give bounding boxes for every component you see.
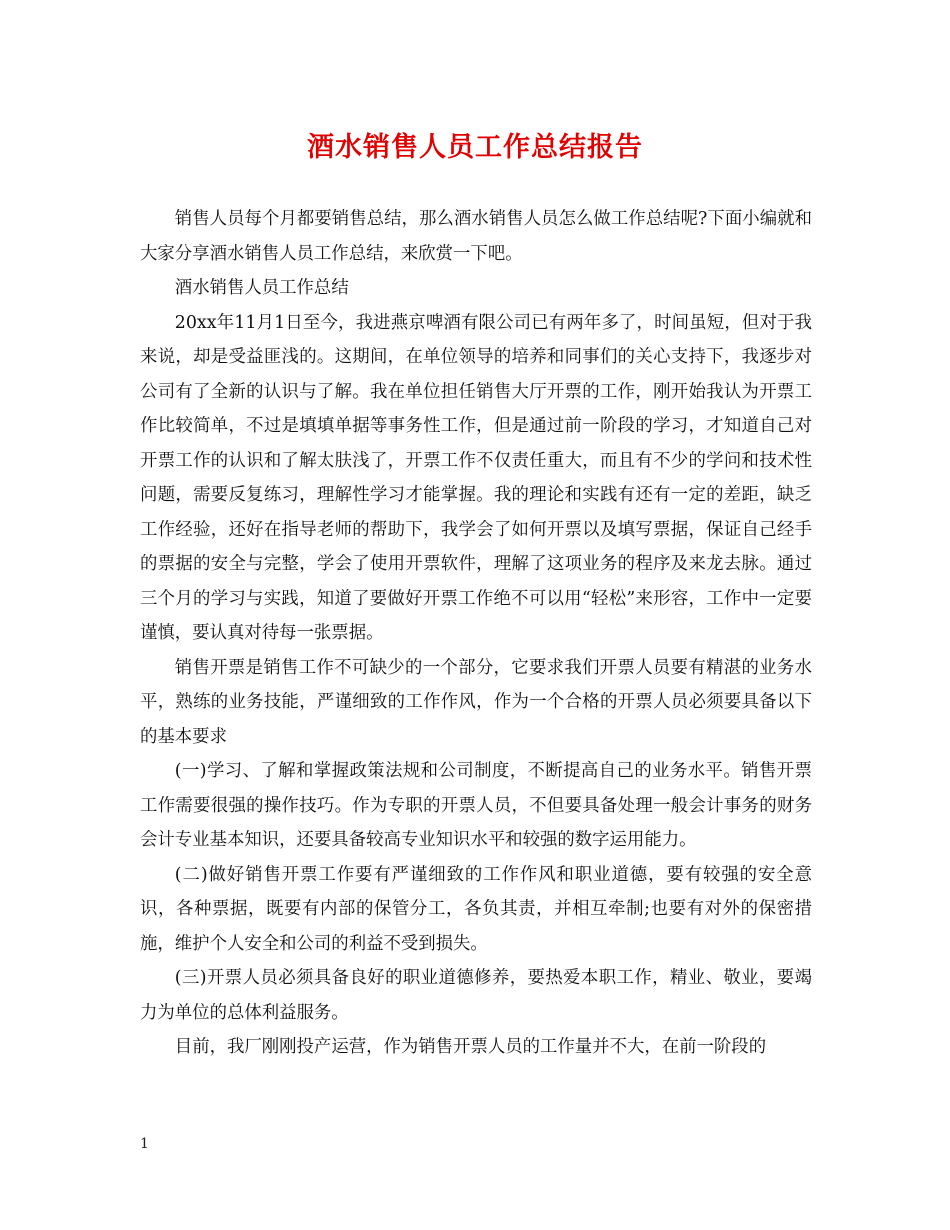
requirement-item-1: (一)学习、了解和掌握政策法规和公司制度，不断提高自己的业务水平。销售开票工作需要很强的操作技巧。作为专职的开票人员，不但要具备处理一般会计事务的财务会计专业基本知识，还要具备较高专业知识水平和较强的数字运用能力。: [140, 761, 812, 850]
requirement-item-3: (三)开票人员必须具备良好的职业道德修养，要热爱本职工作，精业、敬业，要竭力为单位的总体利益服务。: [140, 968, 812, 1023]
page-number: 1: [140, 1136, 149, 1152]
body-paragraph: 20xx年11月1日至今，我进燕京啤酒有限公司已有两年多了，时间虽短，但对于我来说，却是受益匪浅的。这期间，在单位领导的培养和同事们的关心支持下，我逐步对公司有了全新的认识与了解。我在单位担任销售大厅开票的工作，刚开始我认为开票工作比较简单，不过是填填单据等事务性工作，但是通过前一阶段的学习，才知道自己对开票工作的认识和了解太肤浅了，开票工作不仅责任重大，而且有不少的学问和技术性问题，需要反复练习，理解性学习才能掌握。我的理论和实践有还有一定的差距，缺乏工作经验，还好在指导老师的帮助下，我学会了如何开票以及填写票据，保证自己经手的票据的安全与完整，学会了使用开票软件，理解了这项业务的程序及来龙去脉。通过三个月的学习与实践，知道了要做好开票工作绝不可以用“轻松”来形容，工作中一定要谨慎，要认真对待每一张票据。: [140, 312, 812, 643]
document-body: [140, 202, 812, 1065]
document-title: 酒水销售人员工作总结报告: [307, 132, 643, 163]
requirement-item-2: (二)做好销售开票工作要有严谨细致的工作作风和职业道德，要有较强的安全意识，各种票据，既要有内部的保管分工，各负其责，并相互牵制;也要有对外的保密措施，维护个人安全和公司的利益不受到损失。: [140, 864, 812, 954]
body-paragraph: 目前，我厂刚刚投产运营，作为销售开票人员的工作量并不大，在前一阶段的: [174, 1037, 767, 1057]
section-heading: 酒水销售人员工作总结: [174, 278, 349, 298]
intro-paragraph: 销售人员每个月都要销售总结，那么酒水销售人员怎么做工作总结呢?下面小编就和大家分享酒水销售人员工作总结，来欣赏一下吧。: [140, 209, 812, 264]
body-paragraph: 销售开票是销售工作不可缺少的一个部分，它要求我们开票人员要有精湛的业务水平，熟练的业务技能，严谨细致的工作作风，作为一个合格的开票人员必须要具备以下的基本要求: [140, 657, 812, 747]
